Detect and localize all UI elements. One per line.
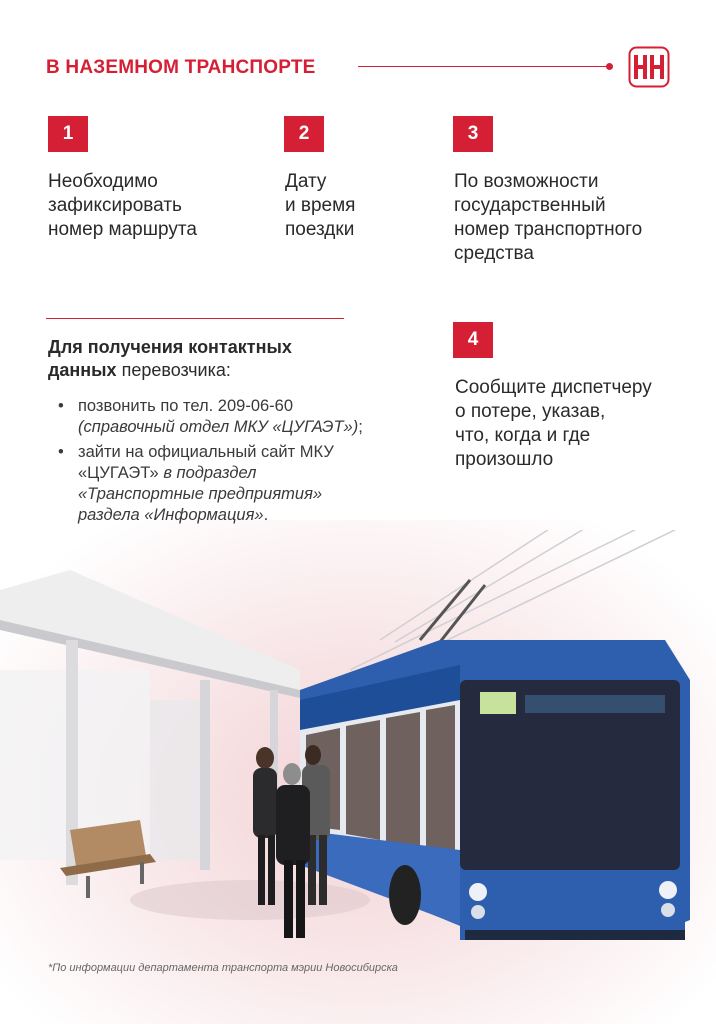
source-footnote: *По информации департамента транспорта мэрии Новосибирска [48, 962, 398, 974]
step-3-text: По возможности государственный номер транспортного средства [454, 171, 643, 264]
contact-title [48, 336, 348, 382]
list-item: • зайти на официальный сайт МКУ «ЦУГАЭТ» в подраздел «Транспортные предприятия» раздела «Информация». [58, 443, 334, 524]
page-title: В НАЗЕМНОМ ТРАНСПОРТЕ [46, 57, 316, 78]
title-rule [358, 66, 608, 67]
step-4-badge: 4 [453, 322, 493, 358]
step-4-text: Сообщите диспетчеру о потере, указав, что, когда и где произошло [455, 377, 652, 470]
trolleybus-icon [300, 580, 690, 940]
bullet-2-italic: в подраздел «Транспортные предприятия» раздела «Информация» [78, 464, 323, 524]
contact-list [58, 396, 378, 530]
step-2-text: Дату и время поездки [285, 171, 356, 240]
bullet-1-plain: позвонить по тел. 209-06-60 [78, 397, 294, 415]
list-item: • позвонить по тел. 209-06-60 (справочный отдел МКУ «ЦУГАЭТ»); [58, 397, 363, 436]
contact-title-rest: перевозчика: [116, 360, 231, 380]
bullet-1-tail: ; [358, 418, 363, 436]
contact-divider [46, 318, 344, 319]
trolleybus-illustration [0, 530, 716, 960]
bullet-2-tail: . [263, 506, 269, 524]
step-2-badge: 2 [284, 116, 324, 152]
bullet-2-plain: зайти на официальный сайт МКУ «ЦУГАЭТ» [78, 443, 334, 482]
title-rule-dot [606, 63, 613, 70]
step-1-text: Необходимо зафиксировать номер маршрута [48, 171, 197, 240]
bullet-1-italic: (справочный отдел МКУ «ЦУГАЭТ») [78, 418, 359, 436]
step-1-badge: 1 [48, 116, 88, 152]
step-3-badge: 3 [453, 116, 493, 152]
contact-title-bold: Для получения контактных данных [48, 337, 292, 380]
nn-logo-icon [628, 46, 670, 88]
